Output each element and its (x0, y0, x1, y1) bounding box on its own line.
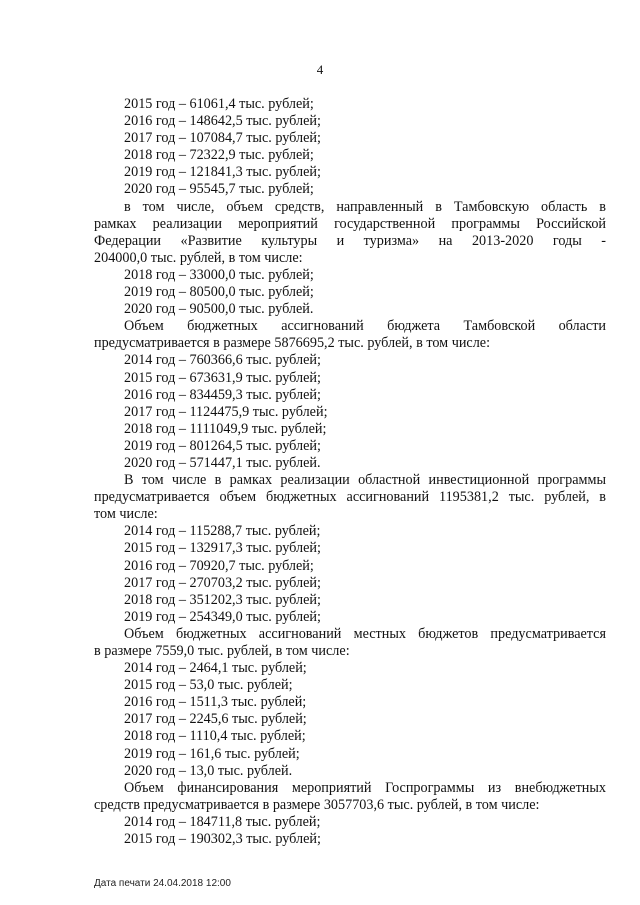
funding-line: 2018 год – 1111049,9 тыс. рублей; (124, 420, 327, 437)
funding-line: 2014 год – 2464,1 тыс. рублей; (124, 660, 307, 677)
funding-line: 2018 год – 351202,3 тыс. рублей; (124, 591, 321, 608)
paragraph-line: предусматривается объем бюджетных ассигнований 1195381,2 тыс. рублей, в (94, 489, 606, 506)
paragraph-line: В том числе в рамках реализации областной инвестиционной программы (124, 472, 606, 489)
paragraph-line: Объем бюджетных ассигнований бюджета Тамбовской области (124, 318, 606, 335)
page-number: 4 (316, 62, 324, 77)
funding-line: 2017 год – 107084,7 тыс. рублей; (124, 130, 321, 147)
funding-line: 2016 год – 834459,3 тыс. рублей; (124, 386, 321, 403)
funding-line: 2017 год – 270703,2 тыс. рублей; (124, 574, 321, 591)
paragraph-line: предусматривается в размере 5876695,2 тыс. рублей, в том числе: (94, 335, 491, 352)
funding-line: 2018 год – 72322,9 тыс. рублей; (124, 147, 314, 164)
paragraph-line: средств предусматривается в размере 3057703,6 тыс. рублей, в том числе: (94, 796, 540, 813)
paragraph-line: том числе: (94, 506, 158, 523)
funding-line: 2016 год – 1511,3 тыс. рублей; (124, 694, 307, 711)
paragraph-line: Объем бюджетных ассигнований местных бюджетов предусматривается (124, 625, 606, 642)
funding-line: 2015 год – 53,0 тыс. рублей; (124, 677, 293, 694)
paragraph-line: Объем финансирования мероприятий Госпрограммы из внебюджетных (124, 779, 606, 796)
funding-line: 2014 год – 115288,7 тыс. рублей; (124, 523, 321, 540)
funding-line: 2019 год – 254349,0 тыс. рублей; (124, 608, 321, 625)
funding-line: 2016 год – 148642,5 тыс. рублей; (124, 113, 321, 130)
document-body (94, 96, 606, 848)
funding-line: 2014 год – 184711,8 тыс. рублей; (124, 813, 321, 830)
funding-line: 2019 год – 801264,5 тыс. рублей; (124, 437, 321, 454)
funding-line: 2015 год – 190302,3 тыс. рублей; (124, 831, 321, 848)
funding-line: 2015 год – 673631,9 тыс. рублей; (124, 369, 321, 386)
funding-line: 2016 год – 70920,7 тыс. рублей; (124, 557, 314, 574)
funding-line: 2019 год – 121841,3 тыс. рублей; (124, 164, 321, 181)
funding-line: 2020 год – 13,0 тыс. рублей. (124, 762, 293, 779)
funding-line: 2018 год – 1110,4 тыс. рублей; (124, 728, 306, 745)
funding-line: 2020 год – 571447,1 тыс. рублей. (124, 454, 321, 471)
funding-line: 2015 год – 132917,3 тыс. рублей; (124, 540, 321, 557)
paragraph-line: Федерации «Развитие культуры и туризма» на 2013-2020 годы - (94, 232, 606, 249)
funding-line: 2015 год – 61061,4 тыс. рублей; (124, 96, 314, 112)
print-date-footer: Дата печати 24.04.2018 12:00 (94, 878, 231, 889)
funding-line: 2020 год – 95545,7 тыс. рублей; (124, 181, 314, 198)
funding-line: 2018 год – 33000,0 тыс. рублей; (124, 266, 314, 283)
paragraph-line: в том числе, объем средств, направленный в Тамбовскую область в (124, 198, 606, 215)
funding-line: 2019 год – 80500,0 тыс. рублей; (124, 284, 314, 301)
funding-line: 2017 год – 1124475,9 тыс. рублей; (124, 403, 328, 420)
funding-line: 2020 год – 90500,0 тыс. рублей. (124, 301, 314, 318)
funding-line: 2019 год – 161,6 тыс. рублей; (124, 745, 300, 762)
paragraph-line: в размере 7559,0 тыс. рублей, в том числе: (94, 643, 350, 659)
funding-line: 2014 год – 760366,6 тыс. рублей; (124, 352, 321, 369)
funding-line: 2017 год – 2245,6 тыс. рублей; (124, 711, 307, 728)
paragraph-line: рамках реализации мероприятий государственной программы Российской (94, 215, 606, 232)
paragraph-line: 204000,0 тыс. рублей, в том числе: (94, 249, 303, 266)
